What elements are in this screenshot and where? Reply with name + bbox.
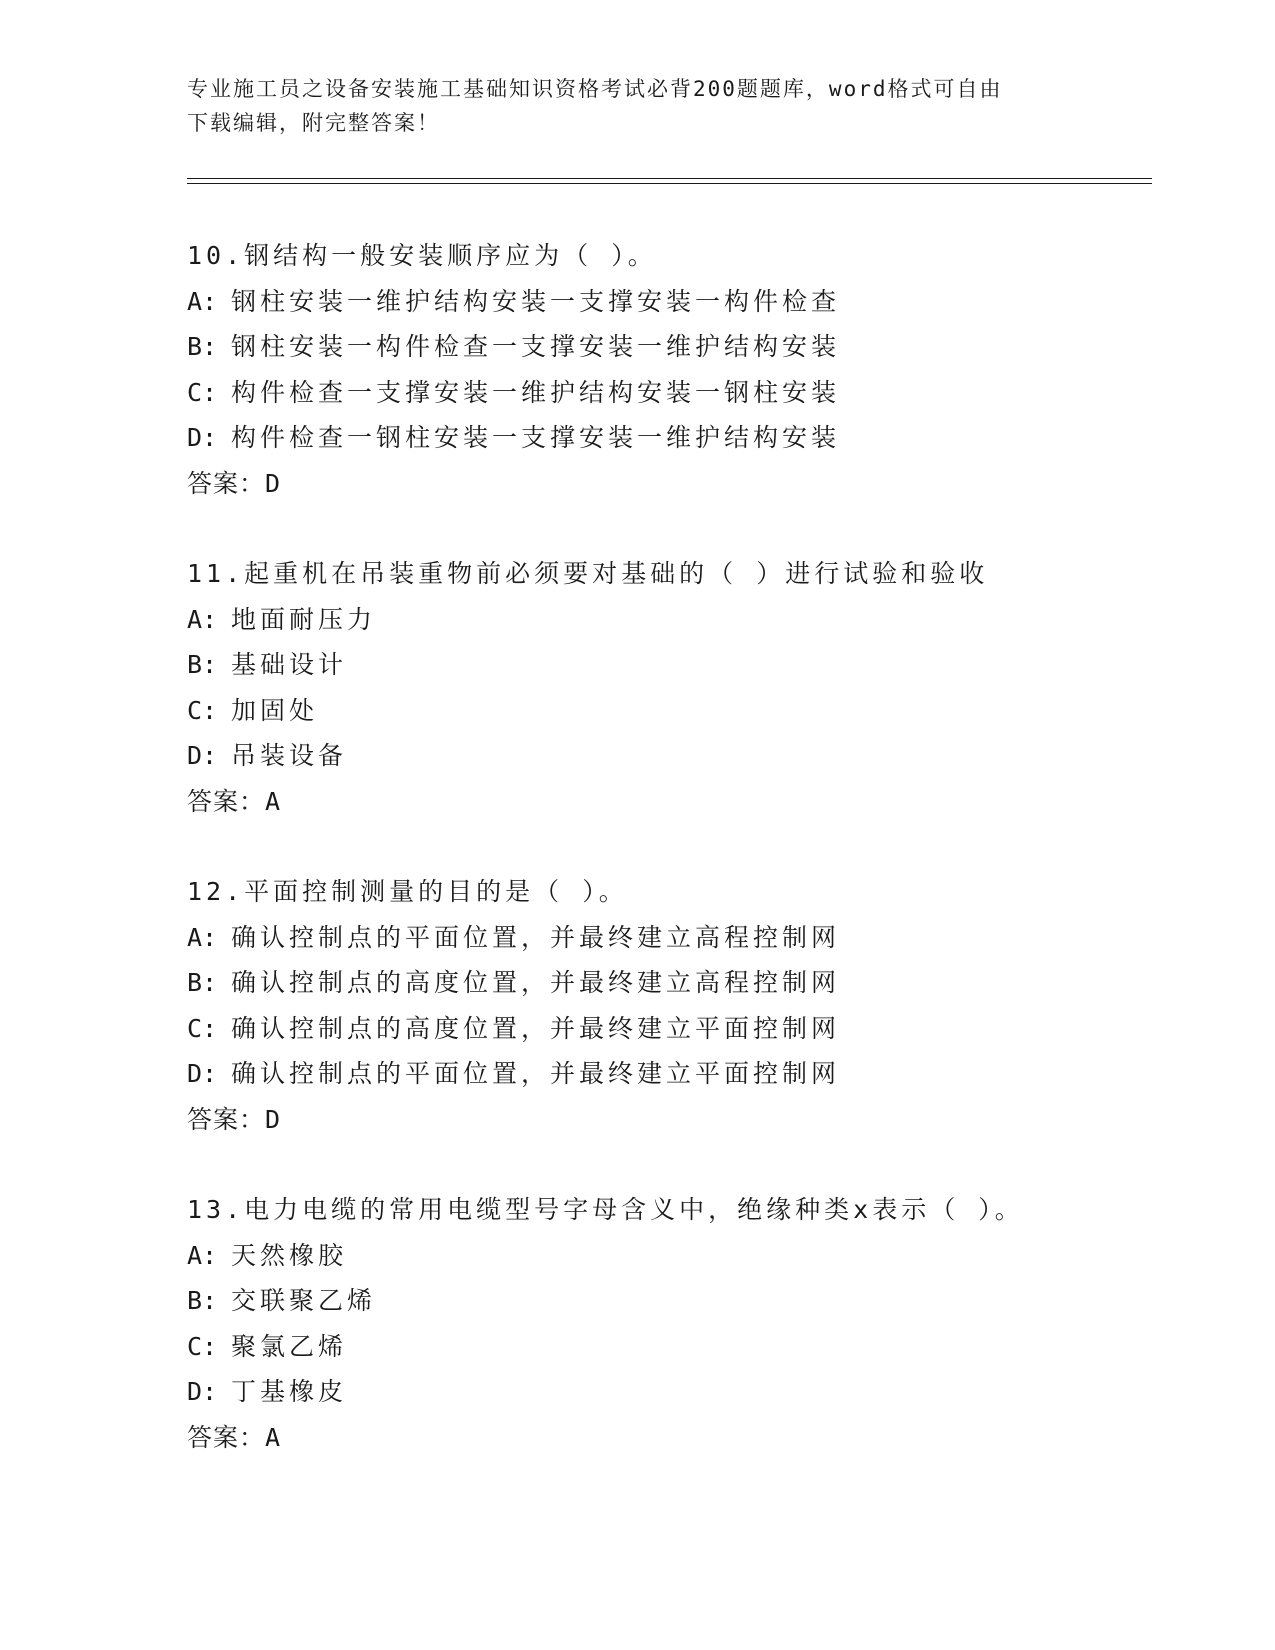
option-text: 确认控制点的高度位置，并最终建立高程控制网 bbox=[231, 968, 841, 997]
option-letter: A: bbox=[187, 604, 218, 634]
option-c bbox=[187, 1324, 1147, 1370]
question-12 bbox=[187, 869, 1147, 1142]
header-divider-top bbox=[187, 178, 1152, 179]
option-d bbox=[187, 415, 1147, 461]
option-a bbox=[187, 1233, 1147, 1279]
option-b bbox=[187, 642, 1147, 688]
answer-line: 答案：D bbox=[187, 468, 282, 498]
option-text: 地面耐压力 bbox=[231, 604, 377, 634]
option-text: 吊装设备 bbox=[231, 741, 348, 770]
option-letter: A: bbox=[187, 1240, 218, 1270]
option-d bbox=[187, 1051, 1147, 1097]
option-letter: C: bbox=[187, 377, 218, 407]
document-header bbox=[187, 72, 1087, 140]
question-stem: 13.电力电缆的常用电缆型号字母含义中，绝缘种类x表示（ ）。 bbox=[187, 1195, 1024, 1224]
option-letter: B: bbox=[187, 650, 218, 679]
option-letter: B: bbox=[187, 1286, 218, 1315]
header-line-1: 专业施工员之设备安装施工基础知识资格考试必背200题题库，word格式可自由 bbox=[187, 77, 1003, 101]
option-letter: C: bbox=[187, 1013, 218, 1043]
answer-line: 答案：D bbox=[187, 1104, 282, 1134]
option-a bbox=[187, 597, 1147, 643]
option-a bbox=[187, 279, 1147, 325]
option-text: 基础设计 bbox=[231, 650, 348, 679]
option-letter: D: bbox=[187, 1059, 218, 1088]
option-letter: D: bbox=[187, 741, 218, 770]
option-letter: D: bbox=[187, 423, 218, 452]
option-letter: D: bbox=[187, 1377, 218, 1406]
option-letter: A: bbox=[187, 286, 218, 316]
option-text: 加固处 bbox=[231, 695, 319, 725]
option-text: 丁基橡皮 bbox=[231, 1377, 348, 1406]
option-c bbox=[187, 370, 1147, 416]
option-text: 天然橡胶 bbox=[231, 1240, 348, 1270]
option-c bbox=[187, 688, 1147, 734]
option-letter: B: bbox=[187, 968, 218, 997]
question-13 bbox=[187, 1187, 1147, 1460]
question-stem: 11.起重机在吊装重物前必须要对基础的（ ）进行试验和验收 bbox=[187, 559, 989, 588]
option-b bbox=[187, 960, 1147, 1006]
option-letter: C: bbox=[187, 1331, 218, 1361]
header-divider-bottom bbox=[187, 183, 1152, 184]
header-line-2: 下载编辑，附完整答案！ bbox=[187, 111, 440, 135]
option-letter: A: bbox=[187, 922, 218, 952]
option-b bbox=[187, 324, 1147, 370]
option-letter: C: bbox=[187, 695, 218, 725]
question-10 bbox=[187, 233, 1147, 506]
answer-line: 答案：A bbox=[187, 1422, 282, 1452]
option-text: 确认控制点的平面位置，并最终建立平面控制网 bbox=[231, 1059, 841, 1088]
option-c bbox=[187, 1006, 1147, 1052]
option-text: 交联聚乙烯 bbox=[231, 1286, 377, 1315]
option-text: 确认控制点的平面位置，并最终建立高程控制网 bbox=[231, 922, 841, 952]
option-text: 聚氯乙烯 bbox=[231, 1331, 348, 1361]
answer-line: 答案：A bbox=[187, 786, 282, 816]
option-a bbox=[187, 915, 1147, 961]
option-text: 确认控制点的高度位置，并最终建立平面控制网 bbox=[231, 1013, 841, 1043]
option-text: 构件检查一钢柱安装一支撑安装一维护结构安装 bbox=[231, 423, 841, 452]
option-d bbox=[187, 733, 1147, 779]
option-text: 构件检查一支撑安装一维护结构安装一钢柱安装 bbox=[231, 377, 841, 407]
option-letter: B: bbox=[187, 332, 218, 361]
option-b bbox=[187, 1278, 1147, 1324]
question-stem: 10.钢结构一般安装顺序应为（ ）。 bbox=[187, 241, 657, 270]
question-stem: 12.平面控制测量的目的是（ ）。 bbox=[187, 877, 628, 906]
option-text: 钢柱安装一构件检查一支撑安装一维护结构安装 bbox=[231, 332, 841, 361]
option-text: 钢柱安装一维护结构安装一支撑安装一构件检查 bbox=[231, 286, 841, 316]
option-d bbox=[187, 1369, 1147, 1415]
question-11 bbox=[187, 551, 1147, 824]
